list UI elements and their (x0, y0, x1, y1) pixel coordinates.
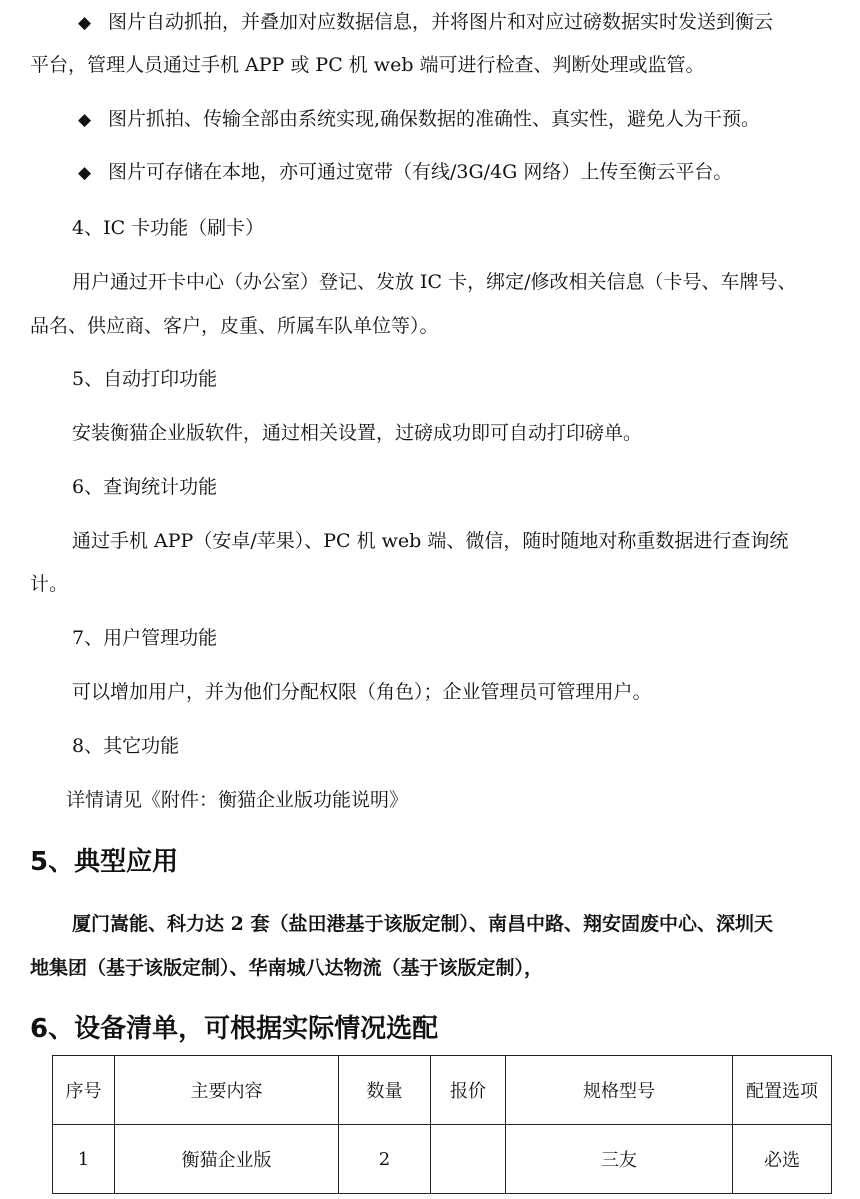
bullet-paragraph-2 (78, 106, 860, 133)
feature-8-text: 详情请见《附件：衡猫企业版功能说明》 (66, 789, 409, 811)
cell-quantity: 2 (339, 1125, 431, 1194)
diamond-bullet-icon: ◆ (78, 13, 92, 33)
feature-6-text-line-1: 通过手机 APP（安卓/苹果）、PC 机 web 端、微信，随时随地对称重数据进行查询统 (72, 530, 789, 552)
section-5-text-line-1: 厦门嵩能、科力达 2 套（盐田港基于该版定制）、南昌中路、翔安固废中心、深圳天 (72, 913, 773, 935)
header-price: 报价 (431, 1056, 506, 1125)
cell-index: 1 (53, 1125, 115, 1194)
header-index: 序号 (53, 1056, 115, 1125)
bullet-2-text: 图片抓拍、传输全部由系统实现,确保数据的准确性、真实性，避免人为干预。 (108, 108, 761, 130)
header-config: 配置选项 (733, 1056, 832, 1125)
header-model: 规格型号 (506, 1056, 733, 1125)
feature-4-title: 4、IC 卡功能（刷卡） (72, 217, 265, 239)
feature-7-title: 7、用户管理功能 (72, 627, 218, 649)
feature-4-text-line-1: 用户通过开卡中心（办公室）登记、发放 IC 卡，绑定/修改相关信息（卡号、车牌号、 (72, 271, 797, 293)
feature-4-text-line-2: 品名、供应商、客户，皮重、所属车队单位等）。 (30, 315, 439, 337)
diamond-bullet-icon: ◆ (78, 163, 92, 183)
cell-content: 衡猫企业版 (115, 1125, 339, 1194)
bullet-paragraph-1-line-1 (78, 9, 860, 36)
feature-5-title: 5、自动打印功能 (72, 368, 218, 390)
feature-6-text-line-2: 计。 (30, 573, 69, 595)
header-quantity: 数量 (339, 1056, 431, 1125)
table-header-row (53, 1056, 832, 1125)
cell-price (431, 1125, 506, 1194)
feature-5-text: 安装衡猫企业版软件，通过相关设置，过磅成功即可自动打印磅单。 (72, 422, 643, 444)
feature-7-text: 可以增加用户，并为他们分配权限（角色）；企业管理员可管理用户。 (72, 681, 652, 703)
header-content: 主要内容 (115, 1056, 339, 1125)
table-row (53, 1125, 832, 1194)
section-5-text-line-2: 地集团（基于该版定制）、华南城八达物流（基于该版定制）， (30, 957, 544, 979)
cell-model: 三友 (506, 1125, 733, 1194)
bullet-3-text: 图片可存储在本地，亦可通过宽带（有线/3G/4G 网络）上传至衡云平台。 (108, 161, 733, 183)
cell-config: 必选 (733, 1125, 832, 1194)
bullet-1-text-line-2: 平台，管理人员通过手机 APP 或 PC 机 web 端可进行检查、判断处理或监管。 (30, 54, 705, 76)
bullet-paragraph-3 (78, 159, 860, 186)
diamond-bullet-icon: ◆ (78, 110, 92, 130)
bullet-1-text-line-1: 图片自动抓拍，并叠加对应数据信息，并将图片和对应过磅数据实时发送到衡云 (108, 11, 774, 33)
equipment-table (52, 1055, 832, 1194)
section-5-heading: 5、典型应用 (30, 847, 179, 877)
feature-8-title: 8、其它功能 (72, 735, 180, 757)
section-6-heading: 6、设备清单，可根据实际情况选配 (30, 1014, 439, 1044)
feature-6-title: 6、查询统计功能 (72, 476, 218, 498)
